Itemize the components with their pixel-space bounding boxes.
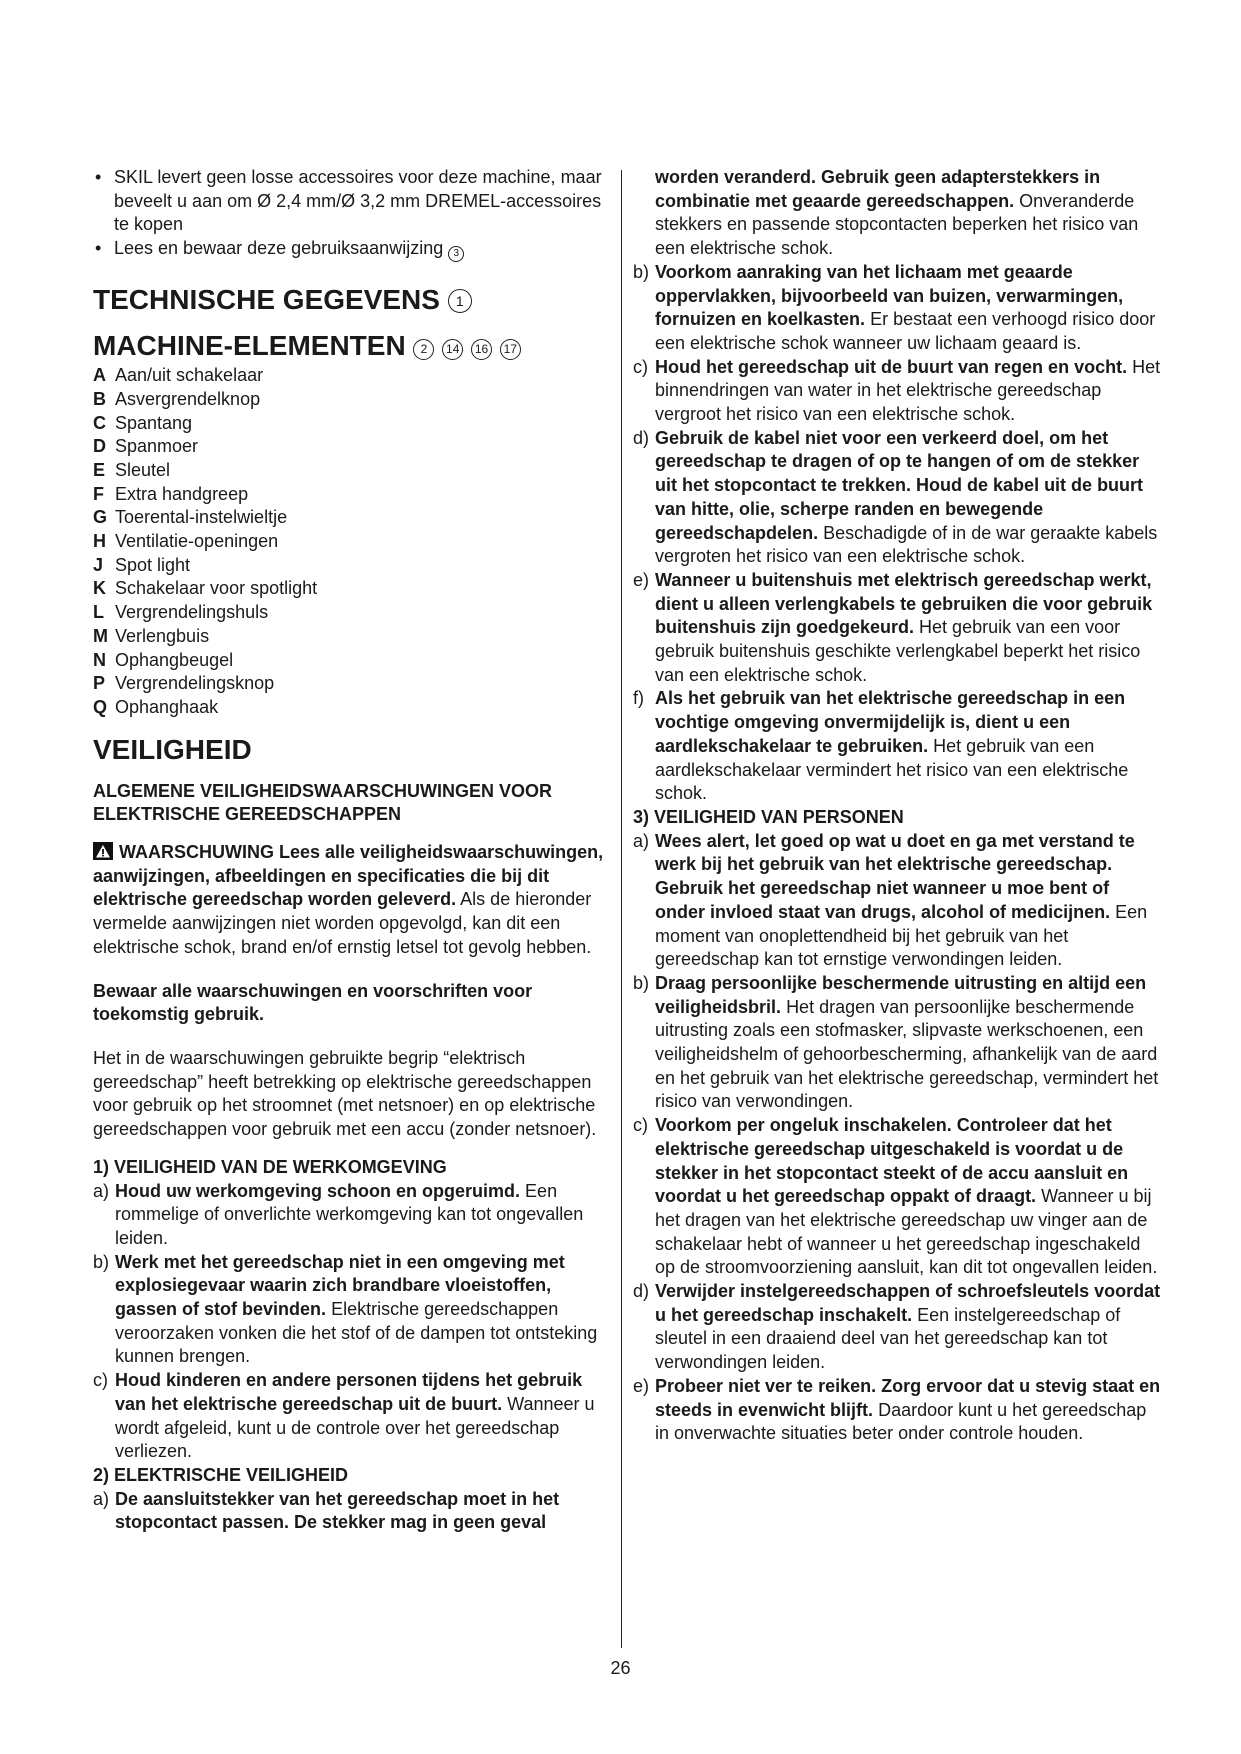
part-item: H Ventilatie-openingen (93, 531, 279, 552)
safety-item: b) Draag persoonlijke beschermende uitrusting en altijd een veiligheidsbril. Het dragen van persoonlijke beschermende uitrusting zoals een stofmasker, slipvaste werkschoenen, een veiligheidshelm of gehoorbescherming, afhankelijk van de aard en het gebruik van het elektrische gereedschap, vermindert het risico van verwondingen. (633, 972, 1159, 1112)
section-heading-safety: VEILIGHEID (93, 733, 252, 765)
part-item: F Extra handgreep (93, 483, 249, 504)
reference-number: 1 (448, 289, 472, 313)
part-item: J Spot light (93, 554, 191, 575)
safety-item: e) Probeer niet ver te reiken. Zorg ervoor dat u stevig staat en steeds in evenwicht blijft. Daardoor kunt u het gereedschap in onverwachte situaties beter onder controle houden. (633, 1375, 1161, 1444)
safety-item: e) Wanneer u buitenshuis met elektrisch gereedschap werkt, dient u alleen verlengkabels te gebruiken die voor gebruik buitenshuis zijn goedgekeurd. Het gebruik van een voor gebruik buitenshuis geschikte verlengkabel beperkt het risico van een elektrische schok. (633, 569, 1153, 685)
part-item: P Vergrendelingsknop (93, 673, 275, 694)
part-item: N Ophangbeugel (93, 649, 234, 670)
intro-bullet: • SKIL levert geen losse accessoires voor deze machine, maar beveelt u aan om Ø 2,4 mm/Ø 3,2 mm DREMEL-accessoires te kopen (93, 166, 613, 237)
part-item: B Asvergrendelknop (93, 388, 261, 409)
electrical-safety-heading: 2) ELEKTRISCHE VEILIGHEID (93, 1464, 349, 1485)
safety-item: c) Houd kinderen en andere personen tijdens het gebruik van het elektrische gereedschap uit de buurt. Wanneer u wordt afgeleid, kunt u de controle over het gereedschap verliezen. (93, 1370, 595, 1462)
part-item: G Toerental-instelwieltje (93, 507, 288, 528)
right-column (633, 166, 1161, 1446)
safety-item: d) Verwijder instelgereedschappen of schroefsleutels voordat u het gereedschap inschakelt. Een instelgereedschap of sleutel in een draaiend deel van het gereedschap kan tot verwondingen leiden. (633, 1281, 1161, 1373)
safety-item-continued: worden veranderd. Gebruik geen adapterstekkers in combinatie met geaarde gereedschappen. Onveranderde stekkers en passende stopcontacten beperken het risico van een elektrische schok. (655, 167, 1139, 259)
safety-subheading: ALGEMENE VEILIGHEIDSWAARSCHUWINGEN VOOR ELEKTRISCHE GEREEDSCHAPPEN (93, 780, 553, 825)
work-area-heading: 1) VEILIGHEID VAN DE WERKOMGEVING (93, 1156, 447, 1177)
section-heading-technical-data: TECHNISCHE GEGEVENS 1 (93, 284, 613, 316)
safety-item: a) Houd uw werkomgeving schoon en opgeruimd. Een rommelige of onverlichte werkomgeving kan tot ongevallen leiden. (93, 1180, 584, 1248)
keep-instructions: Bewaar alle waarschuwingen en voorschriften voor toekomstig gebruik. (93, 980, 533, 1025)
safety-item: c) Houd het gereedschap uit de buurt van regen en vocht. Het binnendringen van water in het elektrische gereedschap vergroot het risico van een elektrische schok. (633, 356, 1161, 425)
general-warning: WAARSCHUWING Lees alle veiligheidswaarschuwingen, aanwijzingen, afbeeldingen en specificaties die bij dit elektrische gereedschap worden geleverd. Als de hieronder vermelde aanwijzingen niet worden opgevolgd, kan dit een elektrische schok, brand en/of ernstig letsel tot gevolg hebben. (93, 842, 604, 957)
safety-item: b) Voorkom aanraking van het lichaam met geaarde oppervlakken, bijvoorbeeld van buizen, verwarmingen, fornuizen en koelkasten. Er bestaat een verhoogd risico door een elektrische schok wanneer uw lichaam geaard is. (633, 261, 1156, 353)
definition-paragraph: Het in de waarschuwingen gebruikte begrip “elektrisch gereedschap” heeft betrekking op elektrische gereedschappen voor gebruik op het stroomnet (met netsnoer) en op elektrische gereedschappen voor gebruik met een accu (zonder netsnoer). (93, 1047, 597, 1140)
intro-bullet: • Lees en bewaar deze gebruiksaanwijzing 3 (93, 237, 613, 262)
left-column (93, 166, 613, 1535)
safety-item: b) Werk met het gereedschap niet in een omgeving met explosiegevaar waarin zich brandbare vloeistoffen, gassen of stof bevinden. Elektrische gereedschappen veroorzaken vonken die het stof of de dampen tot ontsteking kunnen brengen. (93, 1251, 598, 1367)
part-item: Q Ophanghaak (93, 696, 219, 717)
reference-number: 16 (471, 339, 492, 360)
part-item: M Verlengbuis (93, 625, 210, 646)
column-divider (621, 170, 622, 1648)
parts-list (93, 364, 613, 720)
part-item: E Sleutel (93, 459, 171, 480)
safety-item: f) Als het gebruik van het elektrische gereedschap in een vochtige omgeving onvermijdelijk is, dient u een aardlekschakelaar te gebruiken. Het gebruik van een aardlekschakelaar vermindert het risico van een elektrische schok. (633, 688, 1129, 804)
reference-number: 3 (448, 246, 464, 262)
reference-number: 14 (442, 339, 463, 360)
safety-item: a) Wees alert, let goed op wat u doet en ga met verstand te werk bij het gebruik van het elektrische gereedschap. Gebruik het gereedschap niet wanneer u moe bent of onder invloed staat van drugs, alcohol of medicijnen. Een moment van onoplettendheid bij het gebruik van het gereedschap kan tot ernstige verwondingen leiden. (633, 830, 1148, 970)
part-item: K Schakelaar voor spotlight (93, 578, 318, 599)
part-item: D Spanmoer (93, 436, 199, 457)
warning-triangle-icon (93, 842, 113, 860)
personal-safety-heading: 3) VEILIGHEID VAN PERSONEN (633, 806, 904, 827)
part-item: L Vergrendelingshuls (93, 602, 269, 623)
safety-item: d) Gebruik de kabel niet voor een verkeerd doel, om het gereedschap te dragen of op te hangen of om de stekker uit het stopcontact te trekken. Houd de kabel uit de buurt van hitte, olie, scherpe randen en bewegende gereedschapdelen. Beschadigde of in de war geraakte kabels vergroten het risico van een elektrische schok. (633, 427, 1158, 567)
reference-number: 17 (500, 339, 521, 360)
reference-number: 2 (413, 339, 434, 360)
part-item: A Aan/uit schakelaar (93, 365, 264, 386)
safety-item: a) De aansluitstekker van het gereedschap moet in het stopcontact passen. De stekker mag in geen geval (93, 1488, 560, 1533)
section-heading-machine-elements: MACHINE-ELEMENTEN 2 14 16 17 (93, 330, 613, 362)
page-number: 26 (610, 1658, 631, 1678)
part-item: C Spantang (93, 412, 193, 433)
safety-item: c) Voorkom per ongeluk inschakelen. Controleer dat het elektrische gereedschap uitgeschakeld is voordat u de stekker in het stopcontact steekt of de accu aansluit en voordat u het gereedschap oppakt of draagt. Wanneer u bij het dragen van het elektrische gereedschap uw vinger aan de schakelaar hebt of wanneer u het gereedschap ingeschakeld op de stroomvoorziening aansluit, kan dit tot ongevallen leiden. (633, 1115, 1158, 1278)
